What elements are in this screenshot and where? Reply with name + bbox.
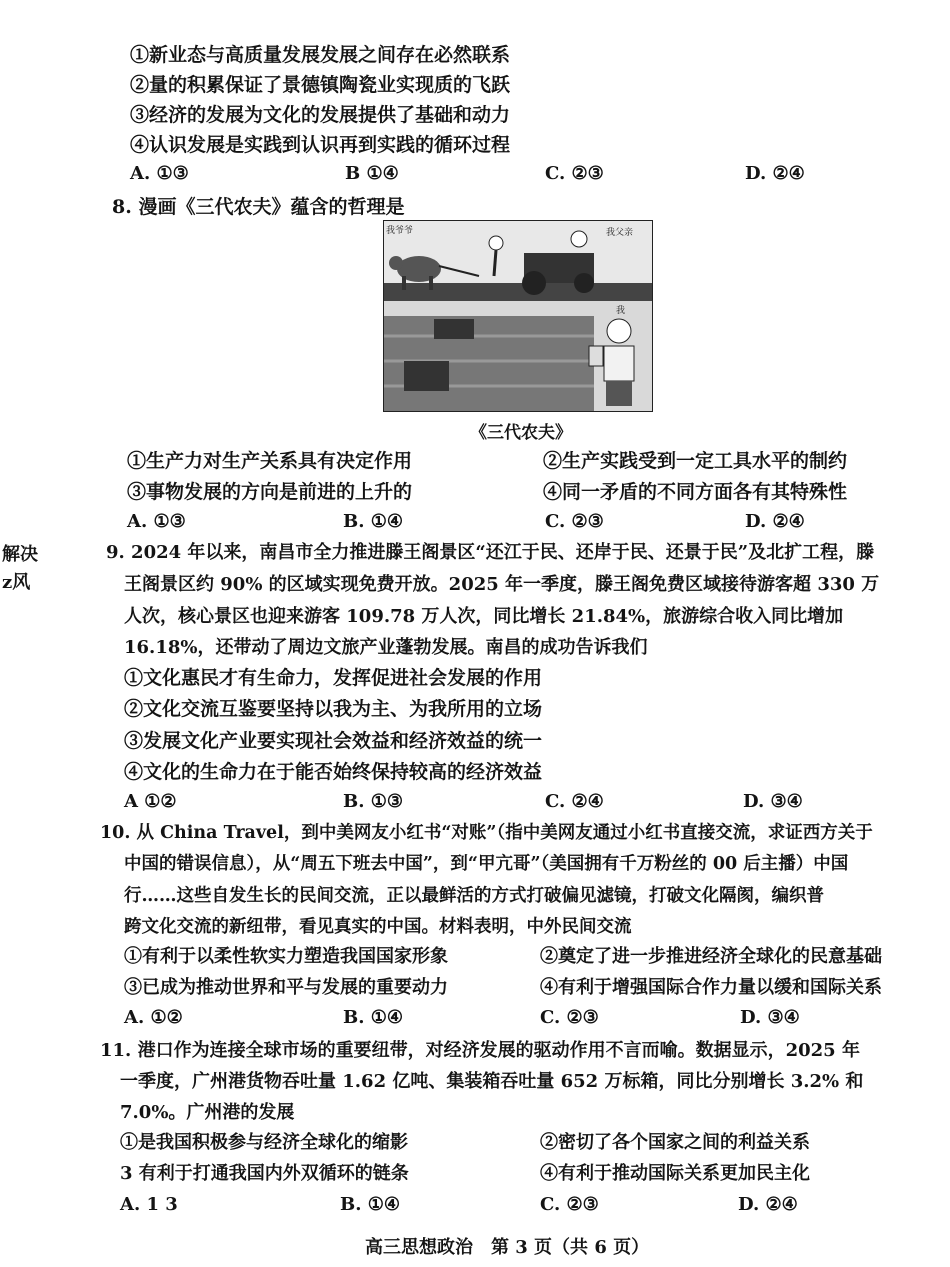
- q9-statement: ②文化交流互鉴要坚持以我为主、为我所用的立场: [124, 698, 543, 720]
- q10-option-c[interactable]: C. ②③: [540, 1007, 599, 1028]
- q9-option-b[interactable]: B. ①③: [343, 791, 404, 812]
- q8-statement: ④同一矛盾的不同方面各有其特殊性: [543, 481, 848, 503]
- q9-stem-line: 16.18%，还带动了周边文旅产业蓬勃发展。南昌的成功告诉我们: [124, 637, 648, 658]
- margin-fragment: z风: [2, 572, 31, 593]
- q9-option-d[interactable]: D. ③④: [743, 791, 803, 812]
- q9-stem-line: 9. 2024 年以来，南昌市全力推进滕王阁景区“还江于民、还岸于民、还景于民”及北扩工程，滕: [106, 542, 875, 563]
- q8-option-b[interactable]: B. ①④: [343, 511, 404, 532]
- page-footer: 高三思想政治 第 3 页（共 6 页）: [365, 1237, 650, 1258]
- margin-fragment: 解决: [2, 544, 38, 565]
- q7-statement: ①新业态与高质量发展发展之间存在必然联系: [130, 44, 511, 66]
- q11-option-b[interactable]: B. ①④: [340, 1194, 401, 1215]
- q10-stem-line: 10. 从 China Travel，到中美网友小红书“对账”（指中美网友通过小红书直接交流，求证西方关于: [100, 823, 873, 843]
- q9-stem-line: 人次，核心景区也迎来游客 109.78 万人次，同比增长 21.84%，旅游综合收入同比增加: [124, 606, 844, 627]
- q11-stem-line: 11. 港口作为连接全球市场的重要纽带，对经济发展的驱动作用不言而喻。数据显示，2025 年: [100, 1040, 860, 1061]
- q7-statement: ③经济的发展为文化的发展提供了基础和动力: [130, 104, 511, 126]
- q10-statement: ②奠定了进一步推进经济全球化的民意基础: [540, 946, 882, 967]
- q8-option-d[interactable]: D. ②④: [745, 511, 805, 532]
- q11-option-c[interactable]: C. ②③: [540, 1194, 599, 1215]
- q7-option-a[interactable]: A. ①③: [130, 163, 189, 184]
- q9-statement: ③发展文化产业要实现社会效益和经济效益的统一: [124, 730, 543, 752]
- q10-stem-line: 跨文化交流的新纽带，看见真实的中国。材料表明，中外民间交流: [124, 917, 632, 937]
- q7-option-c[interactable]: C. ②③: [545, 163, 604, 184]
- q7-statement: ④认识发展是实践到认识再到实践的循环过程: [130, 134, 511, 156]
- q7-statement: ②量的积累保证了景德镇陶瓷业实现质的飞跃: [130, 74, 511, 96]
- q9-statement: ①文化惠民才有生命力，发挥促进社会发展的作用: [124, 667, 543, 689]
- q9-option-c[interactable]: C. ②④: [545, 791, 604, 812]
- q11-statement: 3 有利于打通我国内外双循环的链条: [120, 1163, 409, 1184]
- q11-statement: ①是我国积极参与经济全球化的缩影: [120, 1132, 408, 1153]
- q11-option-d[interactable]: D. ②④: [738, 1194, 798, 1215]
- q10-stem-line: 中国的错误信息），从“周五下班去中国”，到“甲亢哥”（美国拥有千万粉丝的 00 后主播）中国: [124, 854, 849, 874]
- q11-stem-line: 一季度，广州港货物吞吐量 1.62 亿吨、集装箱吞吐量 652 万标箱，同比分别增长 3.2% 和: [120, 1071, 864, 1092]
- q8-statement: ②生产实践受到一定工具水平的制约: [543, 450, 848, 472]
- cartoon-label: 我父亲: [606, 228, 634, 238]
- q10-statement: ①有利于以柔性软实力塑造我国国家形象: [124, 946, 448, 967]
- cartoon-three-generations-farmers: [383, 220, 653, 412]
- q7-option-b[interactable]: B ①④: [345, 163, 399, 184]
- cartoon-illustration: [384, 221, 652, 411]
- q10-option-b[interactable]: B. ①④: [343, 1007, 404, 1028]
- q11-statement: ④有利于推动国际关系更加民主化: [540, 1163, 810, 1184]
- cartoon-caption: 《三代农夫》: [470, 423, 572, 443]
- q10-statement: ③已成为推动世界和平与发展的重要动力: [124, 977, 448, 998]
- cartoon-label: 我: [616, 306, 626, 316]
- q8-option-c[interactable]: C. ②③: [545, 511, 604, 532]
- cartoon-label: 我爷爷: [386, 226, 414, 236]
- q10-option-a[interactable]: A. ①②: [124, 1007, 183, 1028]
- q10-stem-line: 行……这些自发生长的民间交流，正以最鲜活的方式打破偏见滤镜，打破文化隔阂，编织普: [124, 886, 824, 906]
- q10-statement: ④有利于增强国际合作力量以缓和国际关系: [540, 977, 882, 998]
- q9-stem-line: 王阁景区约 90% 的区域实现免费开放。2025 年一季度，滕王阁免费区域接待游客超 330 万: [124, 574, 880, 595]
- farmer-with-tablet-figure: [589, 319, 634, 406]
- q10-option-d[interactable]: D. ③④: [740, 1007, 800, 1028]
- q8-option-a[interactable]: A. ①③: [127, 511, 186, 532]
- q9-statement: ④文化的生命力在于能否始终保持较高的经济效益: [124, 761, 543, 783]
- q8-stem: 8. 漫画《三代农夫》蕴含的哲理是: [112, 196, 405, 218]
- q7-option-d[interactable]: D. ②④: [745, 163, 805, 184]
- q11-option-a[interactable]: A. 1 3: [120, 1194, 178, 1215]
- q8-statement: ③事物发展的方向是前进的上升的: [127, 481, 413, 503]
- q11-stem-line: 7.0%。广州港的发展: [120, 1102, 295, 1123]
- q8-statement: ①生产力对生产关系具有决定作用: [127, 450, 413, 472]
- q9-option-a[interactable]: A ①②: [124, 791, 177, 812]
- q11-statement: ②密切了各个国家之间的利益关系: [540, 1132, 810, 1153]
